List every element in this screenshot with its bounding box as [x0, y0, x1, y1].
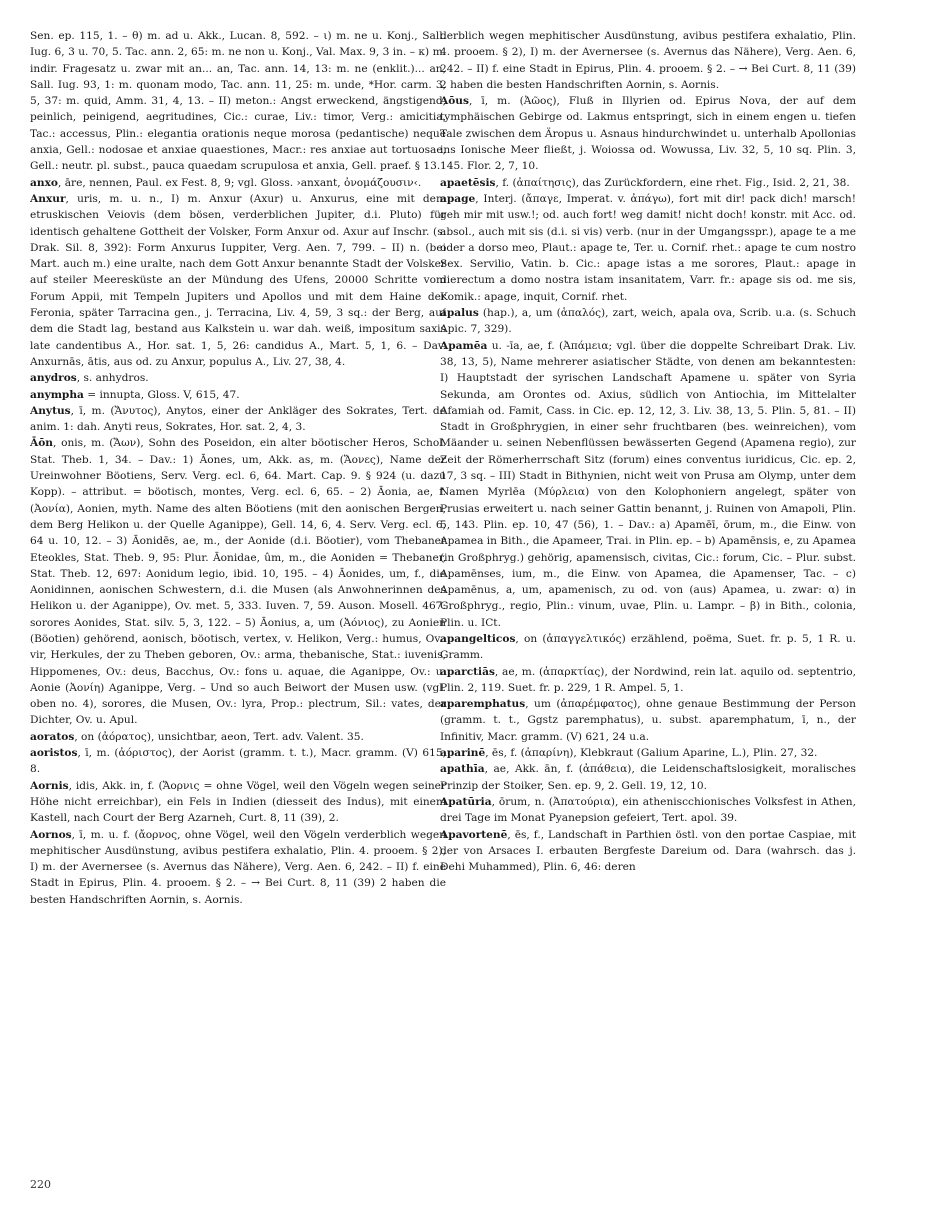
entry-text: , ōrum, n. (Ἀπατούρια), ein atheniscchionisches Volksfest in Athen, drei Tage im Monat Pyanepsion gefeiert, Tert. apol. 39. — [440, 795, 856, 825]
entry-headword: aparctiās — [440, 665, 495, 678]
entry-text: , ēs, f. (ἀπαρίνη), Klebkraut (Galium Aparine, L.), Plin. 27, 32. — [485, 747, 818, 760]
entry-headword: apangelticos — [440, 632, 516, 645]
entry-text: , onis, m. (Ἄων), Sohn des Poseidon, ein alter böotischer Heros, Schol. Stat. Theb. 1, 34. – Dav.: 1) Āones, um, Akk. as, m. (Ἄονες), Name der Ureinwohner Böotiens, Serv. Verg. ecl. 6, 64. Mart. Cap. 9. § 924 (u. dazu Kopp). – attribut. = böotisch, montes, Verg. ecl. 6, 65. – 2) Āonia, ae, f. (Ἀονία), Aonien, myth. Name des alten Böotiens (mit den aonischen Bergen, dem Berg Helikon u. der Quelle Aganippe), Gell. 14, 6, 4. Serv. Verg. ecl. 6, 64 u. 10, 12. – 3) Āonidēs, ae, m., der Aonide (d.i. Böotier), vom Thebaner Eteokles, Stat. Theb. 9, 95: Plur. Āonidae, ûm, m., die Aoniden = Thebaner, Stat. Theb. 12, 697: Aonidum legio, ibid. 10, 195. – 4) Āonides, um, f., die Aonidinnen, aonischen Schwestern, d.i. die Musen (als Anwohnerinnen des Helikon u. der Aganippe), Ov. met. 5, 333. Iuven. 7, 59. Auson. Mosell. 467: sorores Aonides, Stat. silv. 5, 3, 122. – 5) Āonius, a, um (Ἀόνιος), zu Aonien (Böotien) gehörend, aonisch, böotisch, vertex, v. Helikon, Verg.: humus, Ov.: vir, Herkules, der zu Theben geboren, Ov.: arma, thebanische, Stat.: iuvenis, Hippomenes, Ov.: deus, Bacchus, Ov.: fons u. aquae, die Aganippe, Ov.: u. Aonie (Ἀονίη) Aganippe, Verg. – Und so auch Beiwort der Musen usw. (vgl. oben no. 4), sorores, die Musen, Ov.: lyra, Prop.: plectrum, Sil.: vates, der Dichter, Ov. u. Apul. — [30, 437, 446, 727]
entry-headword: apaetēsis — [440, 176, 496, 189]
entry-headword: Apamēa — [440, 339, 488, 352]
entry-headword: Aōus — [440, 95, 469, 108]
entry-headword: Aornos — [30, 828, 72, 841]
dictionary-entry — [30, 435, 446, 728]
entry-text: , ae, Akk. ān, f. (ἀπάθεια), die Leidenschaftslosigkeit, moralisches Prinzip der Stoiker, Sen. ep. 9, 2. Gell. 19, 12, 10. — [440, 763, 856, 792]
entry-text: , um (ἀπαρέμφατος), ohne genaue Bestimmung der Person (gramm. t. t., Ggstz paremphatus), u. subst. aparemphatum, ī, n., der Infinitiv, Macr. gramm. (V) 621, 24 u.a. — [440, 698, 856, 743]
dictionary-entry — [440, 305, 856, 338]
entry-text: , ī, m. (Ἄνυτος), Anytos, einer der Ankläger des Sokrates, Tert. de anim. 1: dah. Anyti reus, Sokrates, Hor. sat. 2, 4, 3. — [30, 404, 446, 434]
entry-text: = innupta, Gloss. V, 615, 47. — [83, 388, 240, 401]
dictionary-entry — [440, 175, 856, 191]
entry-text: Sen. ep. 115, 1. – θ) m. ad u. Akk., Lucan. 8, 592. – ι) m. ne u. Konj., Sall. Iug. 6, 3 u. 70, 5. Tac. ann. 2, 65: m. ne non u. Konj., Val. Max. 9, 3 in. – κ) m. indir. Fragesatz u. zwar mit an... an, Tac. ann. 14, 13: m. ne (enklit.)... an, Sall. Iug. 93, 1: m. quonam modo, Tac. ann. 11, 25: m. unde, *Hor. carm. 3, 5, 37: m. quid, Amm. 31, 4, 13. – II) meton.: Angst erweckend, ängstigend, peinlich, peinigend, aegritudines, Cic.: curae, Liv.: timor, Verg.: amicitia, Tac.: accessus, Plin.: elegantia orationis neque morosa (pedantische) neque anxia, Gell.: nodosae et anxiae quaestiones, Macr.: res anxiae aut tortuosae, Gell.: neutr. pl. subst., pauca quaedam scrupulosa et anxia, Gell. praef. § 13. — [30, 30, 446, 173]
entry-headword: anympha — [30, 388, 84, 401]
entry-continuation — [30, 28, 446, 175]
entry-headword: aoratos — [30, 730, 75, 743]
page-number: 220 — [30, 1178, 51, 1191]
entry-headword: Anytus — [30, 404, 71, 417]
entry-text: , f. (ἀπαίτησις), das Zurückfordern, eine rhet. Fig., Isid. 2, 21, 38. — [495, 176, 850, 189]
dictionary-entry — [440, 631, 856, 664]
entry-headword: Apavortenē — [440, 828, 508, 841]
dictionary-entry — [440, 827, 856, 876]
dictionary-entry — [440, 745, 856, 761]
dictionary-entry — [440, 664, 856, 697]
entry-headword: apathīa — [440, 763, 485, 776]
entry-text: , on (ἀόρατος), unsichtbar, aeon, Tert. adv. Valent. 35. — [74, 730, 364, 743]
entry-text: , ae, m. (ἀπαρκτίας), der Nordwind, rein lat. aquilo od. septentrio, Plin. 2, 119. Suet. fr. p. 229, 1 R. Ampel. 5, 1. — [440, 665, 856, 694]
entry-text: derblich wegen mephitischer Ausdünstung, avibus pestifera exhalatio, Plin. 4. prooem. § 2), I) m. der Avernersee (s. Avernus das Nähere), Verg. Aen. 6, 242. – II) f. eine Stadt in Epirus, Plin. 4. prooem. § 2. – → Bei Curt. 8, 11 (39) 2 haben die besten Handschriften Aornin, s. Aornis. — [440, 30, 856, 91]
entry-text: , ī, m. u. f. (ἄορνος, ohne Vögel, weil den Vögeln verderblich wegen mephitischer Ausdünstung, avibus pestifera exhalatio, Plin. 4. prooem. § 2), I) m. der Avernersee (s. Avernus das Nähere), Verg. Aen. 6, 242. – II) f. eine Stadt in Epirus, Plin. 4. prooem. § 2. – → Bei Curt. 8, 11 (39) 2 haben die besten Handschriften Aornin, s. Aornis. — [30, 828, 446, 906]
entry-headword: Apatūria — [440, 795, 492, 808]
entry-headword: apage — [440, 192, 476, 205]
entry-text: , ēs, f., Landschaft in Parthien östl. von den portae Caspiae, mit der von Arsaces I. erbauten Bergfeste Dareium od. Dara (wahrsch. das j. Dehi Muhammed), Plin. 6, 46: deren — [440, 828, 856, 874]
entry-text: , on (ἀπαγγελτικός) erzählend, poëma, Suet. fr. p. 5, 1 R. u. Gramm. — [440, 632, 856, 662]
dictionary-entry — [30, 387, 446, 403]
dictionary-entry — [440, 338, 856, 631]
dictionary-entry — [440, 794, 856, 827]
dictionary-entry — [440, 191, 856, 305]
entry-continuation — [440, 28, 856, 93]
entry-headword: anydros — [30, 372, 77, 385]
entry-text: , Interj. (ἄπαγε, Imperat. v. ἀπάγω), fort mit dir! pack dich! marsch! geh mir mit usw.!; od. auch fort! weg damit! nicht doch! konstr. mit Acc. od. absol., auch mit sis (d.i. si vis) verb. (nur in der Umgangsspr.), apage te a me oder a dorso meo, Plaut.: apage te, Ter. u. Cornif. rhet.: apage te cum nostro Sex. Servilio, Vatin. b. Cic.: apage istas a me sorores, Plaut.: apage in dierectum a domo nostra istam insanitatem, Varr. fr.: apage sis od. me sis, Komik.: apage, inquit, Cornif. rhet. — [440, 192, 856, 303]
entry-text: u. -īa, ae, f. (Ἀπάμεια; vgl. über die doppelte Schreibart Drak. Liv. 38, 13, 5), Name mehrerer asiatischer Städte, von denen am bekanntesten: I) Hauptstadt der syrischen Landschaft Apamene u. später von Syria Sekunda, am Orontes od. Axius, südlich von Antiochia, im Mittelalter Afamiah od. Famit, Cass. in Cic. ep. 12, 12, 3. Liv. 38, 13, 5. Plin. 5, 81. – II) Stadt in Großphrygien, in einer sehr fruchtbaren (bes. weinreichen), vom Mäander u. seinen Nebenflüssen bewässerten Gegend (Apamena regio), zur Zeit der Römerherrschaft Sitz (forum) eines conventus iuridicus, Cic. ep. 2, 17, 3 sq. – III) Stadt in Bithynien, nicht weit von Prusa am Olymp, unter dem Namen Myrlēa (Μύρλεια) von den Kolophoniern angelegt, später von Prusias erweitert u. nach seiner Gattin benannt, j. Ruinen von Amapoli, Plin. 5, 143. Plin. ep. 10, 47 (56), 1. – Dav.: a) Apamēī, ōrum, m., die Einw. von Apamea in Bith., die Apameer, Trai. in Plin. ep. – b) Apamēnsis, e, zu Apamea (in Großphryg.) gehörig, apamensisch, civitas, Cic.: forum, Cic. – Plur. subst. Apamēnses, ium, m., die Einw. von Apamea, die Apamenser, Tac. – c) Apamēnus, a, um, apamenisch, zu od. von (aus) Apamea, u. zwar: α) in Großphryg., regio, Plin.: vinum, uvae, Plin. u. Lampr. – β) in Bith., colonia, Plin. u. ICt. — [440, 339, 856, 629]
entry-text: , s. anhydros. — [76, 372, 149, 385]
entry-text: (hap.), a, um (ἁπαλός), zart, weich, apala ova, Scrib. u.a. (s. Schuch Apic. 7, 329). — [440, 307, 856, 336]
dictionary-entry — [440, 761, 856, 794]
entry-text: , uris, m. u. n., I) m. Anxur (Axur) u. Anxurus, eine mit dem etruskischen Veiovis (dem bösen, verderblichen Jupiter, d.i. Pluto) für identisch gehaltene Gottheit der Volsker, Form Anxur od. Axur auf Inschr. (s. Drak. Sil. 8, 392): Form Anxurus Iuppiter, Verg. Aen. 7, 799. – II) n. (bei Mart. auch m.) eine uralte, nach dem Gott Anxur benannte Stadt der Volsker auf steiler Meeresküste an der Mündung des Ufens, 20000 Schritte vom Forum Appii, mit Tempeln Jupiters und Apollos und mit dem Haine der Feronia, später Tarracina gen., j. Terracina, Liv. 4, 59, 3 sq.: der Berg, auf dem die Stadt lag, bestand aus Kalkstein u. war dah. weiß, impositum saxis late candentibus A., Hor. sat. 1, 5, 26: candidus A., Mart. 5, 1, 6. – Dav. Anxurnās, ātis, aus od. zu Anxur, populus A., Liv. 27, 38, 4. — [30, 192, 446, 368]
entry-headword: aparinē — [440, 747, 486, 760]
dictionary-entry — [30, 175, 446, 191]
dictionary-entry — [30, 827, 446, 908]
dictionary-entry — [440, 93, 856, 174]
dictionary-entry — [30, 729, 446, 745]
right-column — [440, 28, 856, 1178]
entry-headword: Aornis — [30, 779, 69, 792]
left-column — [30, 28, 446, 1178]
dictionary-entry — [30, 778, 446, 827]
entry-headword: Anxur — [30, 192, 66, 205]
entry-text: , ī, m. (Ἀῶος), Fluß in Illyrien od. Epirus Nova, der auf dem tymphäischen Gebirge od. Lakmus entspringt, sich in einem engen u. tiefen Tale zwischen dem Äropus u. Asnaus hindurchwindet u. unterhalb Apollonias ins Ionische Meer fließt, j. Woiossa od. Wowussa, Liv. 32, 5, 10 sq. Plin. 3, 145. Flor. 2, 7, 10. — [440, 95, 856, 173]
entry-headword: anxo — [30, 176, 58, 189]
dictionary-entry — [30, 370, 446, 386]
entry-headword: aoristos — [30, 747, 78, 760]
dictionary-entry — [30, 745, 446, 778]
entry-headword: aparemphatus — [440, 698, 526, 711]
entry-headword: Āōn — [30, 437, 53, 450]
dictionary-entry — [30, 191, 446, 370]
entry-text: , ī, m. (ἀόριστος), der Aorist (gramm. t. t.), Macr. gramm. (V) 615, 8. — [30, 747, 446, 776]
entry-text: , āre, nennen, Paul. ex Fest. 8, 9; vgl. Gloss. ›anxant, ὀνομάζουσιν‹. — [57, 176, 422, 189]
dictionary-entry — [30, 403, 446, 436]
entry-text: , idis, Akk. in, f. (Ἄορνις = ohne Vögel, weil den Vögeln wegen seiner Höhe nicht erreichbar), ein Fels in Indien (diesseit des Indus), mit einem Kastell, nach Court der Berg Azarneh, Curt. 8, 11 (39), 2. — [30, 779, 446, 825]
dictionary-entry — [440, 696, 856, 745]
entry-headword: apalus — [440, 307, 479, 320]
